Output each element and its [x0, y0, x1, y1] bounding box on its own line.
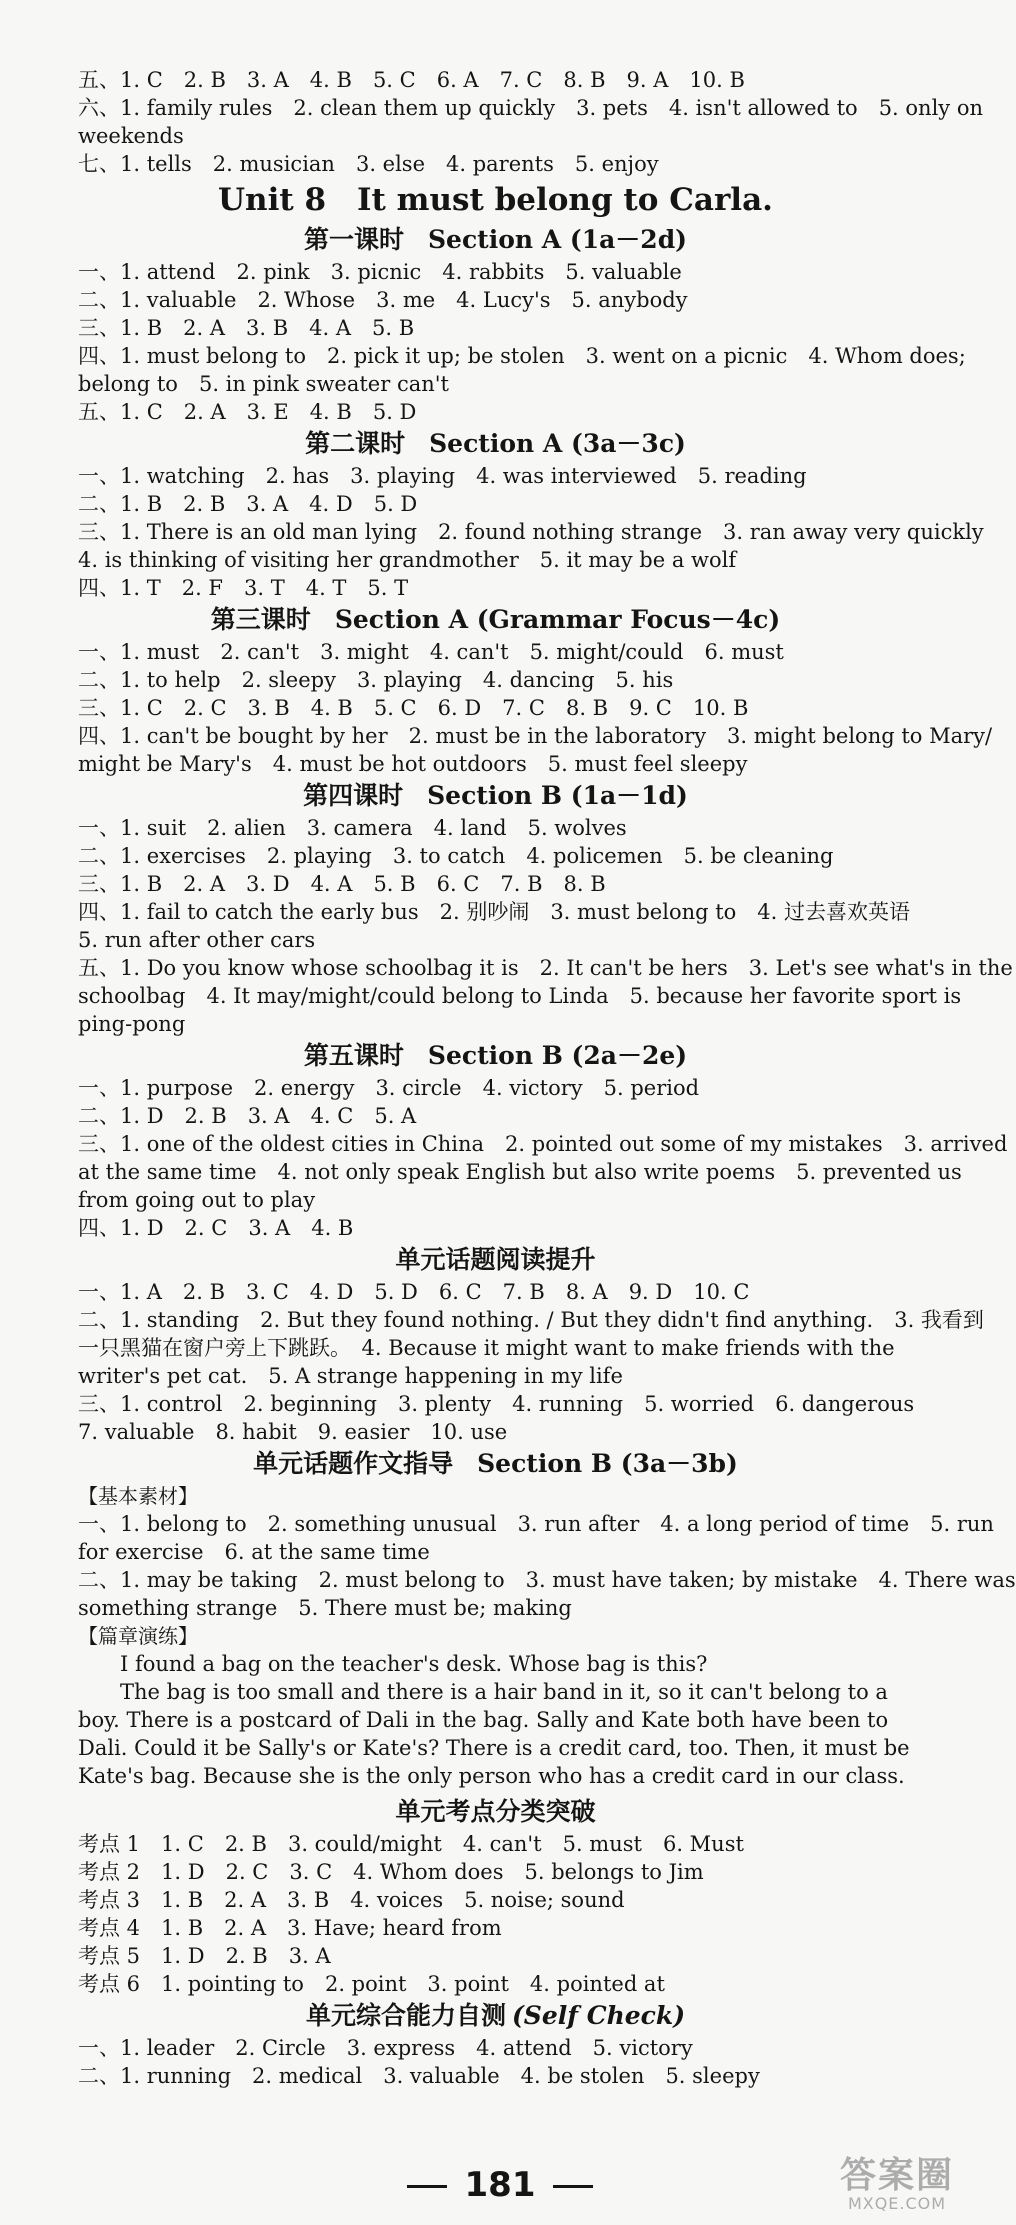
section-lesson-label: 第四课时 — [303, 781, 404, 810]
breakthrough-answer-line: 考点 6 1. pointing to 2. point 3. point 4. pointed at — [78, 1972, 665, 1996]
section-answer-line: 二、1. to help 2. sleepy 3. playing 4. dancing 5. his — [78, 668, 674, 692]
section-lesson-label: 第一课时 — [303, 225, 404, 254]
section-answers — [78, 258, 966, 426]
breakthrough-answers — [78, 1830, 913, 1998]
section-code: Section A (Grammar Focus－4c) — [334, 605, 781, 634]
reading-answer-line: 一只黑猫在窗户旁上下跳跃。 4. Because it might want to make friends with the — [78, 1336, 895, 1360]
section-answer-line: 三、1. B 2. A 3. D 4. A 5. B 6. C 7. B 8. B — [78, 872, 606, 896]
section-answer-line: schoolbag 4. It may/might/could belong to Linda 5. because her favorite sport is — [78, 984, 962, 1008]
section-answer-line: 四、1. can't be bought by her 2. must be in the laboratory 3. might belong to Mary/ — [78, 724, 993, 748]
section-answer-line: might be Mary's 4. must be hot outdoors 5. must feel sleepy — [78, 752, 748, 776]
lesson-sections — [78, 222, 1013, 1242]
reading-answer-line: 二、1. standing 2. But they found nothing. / But they didn't find anything. 3. 我看到 — [78, 1308, 984, 1332]
section-lesson-label: 第三课时 — [210, 605, 311, 634]
reading-title: 单元话题阅读提升 — [395, 1245, 596, 1274]
section-answer-line: 四、1. T 2. F 3. T 4. T 5. T — [78, 576, 409, 600]
self-check-title: 单元综合能力自测 (Self Check) — [305, 2001, 686, 2030]
section-answer-line: 五、1. C 2. A 3. E 4. B 5. D — [78, 400, 417, 424]
top-answer-line: 七、1. tells 2. musician 3. else 4. parents 5. enjoy — [78, 152, 659, 176]
section-lesson-label: 第五课时 — [303, 1041, 404, 1070]
material-label: 【基本素材】 — [78, 1484, 198, 1508]
section-answer-line: 一、1. must 2. can't 3. might 4. can't 5. might/could 6. must — [78, 640, 784, 664]
material-answers — [78, 1510, 1016, 1622]
essay-paragraph-1: I found a bag on the teacher's desk. Whose bag is this? — [120, 1652, 708, 1676]
writing-title: 单元话题作文指导 Section B (3a－3b) — [253, 1449, 738, 1478]
section-answer-line: 4. is thinking of visiting her grandmother 5. it may be a wolf — [78, 548, 737, 572]
section-answer-line: 四、1. D 2. C 3. A 4. B — [78, 1216, 354, 1240]
section-answer-line: 二、1. valuable 2. Whose 3. me 4. Lucy's 5. anybody — [78, 288, 688, 312]
section-answer-line: 四、1. fail to catch the early bus 2. 别吵闹 3. must belong to 4. 过去喜欢英语 — [78, 900, 911, 924]
section-title — [78, 602, 913, 638]
breakthrough-title: 单元考点分类突破 — [395, 1797, 596, 1826]
reading-answer-line: writer's pet cat. 5. A strange happening in my life — [78, 1364, 623, 1388]
breakthrough-answer-line: 考点 3 1. B 2. A 3. B 4. voices 5. noise; sound — [78, 1888, 625, 1912]
breakthrough-answer-line: 考点 4 1. B 2. A 3. Have; heard from — [78, 1916, 502, 1940]
section-answer-line: 一、1. watching 2. has 3. playing 4. was interviewed 5. reading — [78, 464, 807, 488]
watermark-logo: 答案圈 MXQE.COM — [839, 2155, 954, 2213]
reading-answer-line: 一、1. A 2. B 3. C 4. D 5. D 6. C 7. B 8. A 9. D 10. C — [78, 1280, 750, 1304]
section-answers — [78, 462, 984, 602]
section-answer-line: ping-pong — [78, 1012, 186, 1036]
material-answer-line: something strange 5. There must be; making — [78, 1596, 572, 1620]
essay-paragraph-2: The bag is too small and there is a hair band in it, so it can't belong to a boy. There is a postcard of Dali in the bag. Sally and Kate both have been to Dali. Could it be Sally's or Kate's? There is a credit card, too. Then, it must be Kate's bag. Because she is the only person who has a credit card in our class. — [78, 1680, 910, 1788]
section-code: Section B (1a－1d) — [427, 781, 688, 810]
section-answer-line: 五、1. Do you know whose schoolbag it is 2. It can't be hers 3. Let's see what's in the — [78, 956, 1013, 980]
top-answer-line: 六、1. family rules 2. clean them up quickly 3. pets 4. isn't allowed to 5. only on — [78, 96, 983, 120]
top-answer-line: 五、1. C 2. B 3. A 4. B 5. C 6. A 7. C 8. B 9. A 10. B — [78, 68, 745, 92]
section-answer-line: 一、1. suit 2. alien 3. camera 4. land 5. wolves — [78, 816, 627, 840]
material-answer-line: for exercise 6. at the same time — [78, 1540, 430, 1564]
self-check-answers — [78, 2034, 913, 2090]
breakthrough-answer-line: 考点 2 1. D 2. C 3. C 4. Whom does 5. belongs to Jim — [78, 1860, 704, 1884]
section-title — [78, 222, 913, 258]
page-number: 181 — [0, 2165, 1000, 2205]
section-code: Section A (3a－3c) — [429, 429, 686, 458]
reading-answers — [78, 1278, 984, 1446]
section-answers — [78, 1074, 1008, 1242]
unit-title: Unit 8 It must belong to Carla. — [218, 182, 773, 218]
dash-right — [553, 2185, 593, 2188]
section-answer-line: from going out to play — [78, 1188, 316, 1212]
material-answer-line: 一、1. belong to 2. something unusual 3. run after 4. a long period of time 5. run — [78, 1512, 994, 1536]
section-answer-line: 一、1. attend 2. pink 3. picnic 4. rabbits 5. valuable — [78, 260, 682, 284]
section-answer-line: 一、1. purpose 2. energy 3. circle 4. victory 5. period — [78, 1076, 700, 1100]
breakthrough-answer-line: 考点 1 1. C 2. B 3. could/might 4. can't 5. must 6. Must — [78, 1832, 744, 1856]
section-code: Section A (1a－2d) — [428, 225, 688, 254]
section-answers — [78, 638, 993, 778]
section-lesson-label: 第二课时 — [305, 429, 406, 458]
section-title — [78, 778, 913, 814]
section-answer-line: 5. run after other cars — [78, 928, 316, 952]
reading-answer-line: 7. valuable 8. habit 9. easier 10. use — [78, 1420, 508, 1444]
breakthrough-answer-line: 考点 5 1. D 2. B 3. A — [78, 1944, 331, 1968]
section-answer-line: 三、1. There is an old man lying 2. found nothing strange 3. ran away very quickly — [78, 520, 984, 544]
section-answer-line: 三、1. one of the oldest cities in China 2. pointed out some of my mistakes 3. arrived — [78, 1132, 1008, 1156]
section-answer-line: 四、1. must belong to 2. pick it up; be stolen 3. went on a picnic 4. Whom does; — [78, 344, 966, 368]
section-answer-line: 三、1. C 2. C 3. B 4. B 5. C 6. D 7. C 8. B 9. C 10. B — [78, 696, 749, 720]
section-code: Section B (2a－2e) — [427, 1041, 688, 1070]
self-check-answer-line: 二、1. running 2. medical 3. valuable 4. be stolen 5. sleepy — [78, 2064, 760, 2088]
top-answer-line: weekends — [78, 124, 184, 148]
essay-label: 【篇章演练】 — [78, 1624, 198, 1648]
section-answer-line: at the same time 4. not only speak English but also write poems 5. prevented us — [78, 1160, 962, 1184]
section-answer-line: belong to 5. in pink sweater can't — [78, 372, 449, 396]
section-title — [78, 1038, 913, 1074]
section-answer-line: 二、1. exercises 2. playing 3. to catch 4. policemen 5. be cleaning — [78, 844, 834, 868]
top-answers — [78, 0, 983, 178]
dash-left — [407, 2185, 447, 2188]
self-check-answer-line: 一、1. leader 2. Circle 3. express 4. attend 5. victory — [78, 2036, 693, 2060]
section-title — [78, 426, 913, 462]
section-answers — [78, 814, 1013, 1038]
material-answer-line: 二、1. may be taking 2. must belong to 3. must have taken; by mistake 4. There was — [78, 1568, 1016, 1592]
section-answer-line: 二、1. D 2. B 3. A 4. C 5. A — [78, 1104, 417, 1128]
section-answer-line: 三、1. B 2. A 3. B 4. A 5. B — [78, 316, 415, 340]
section-answer-line: 二、1. B 2. B 3. A 4. D 5. D — [78, 492, 418, 516]
answer-page — [78, 0, 1016, 2090]
reading-answer-line: 三、1. control 2. beginning 3. plenty 4. running 5. worried 6. dangerous — [78, 1392, 915, 1416]
